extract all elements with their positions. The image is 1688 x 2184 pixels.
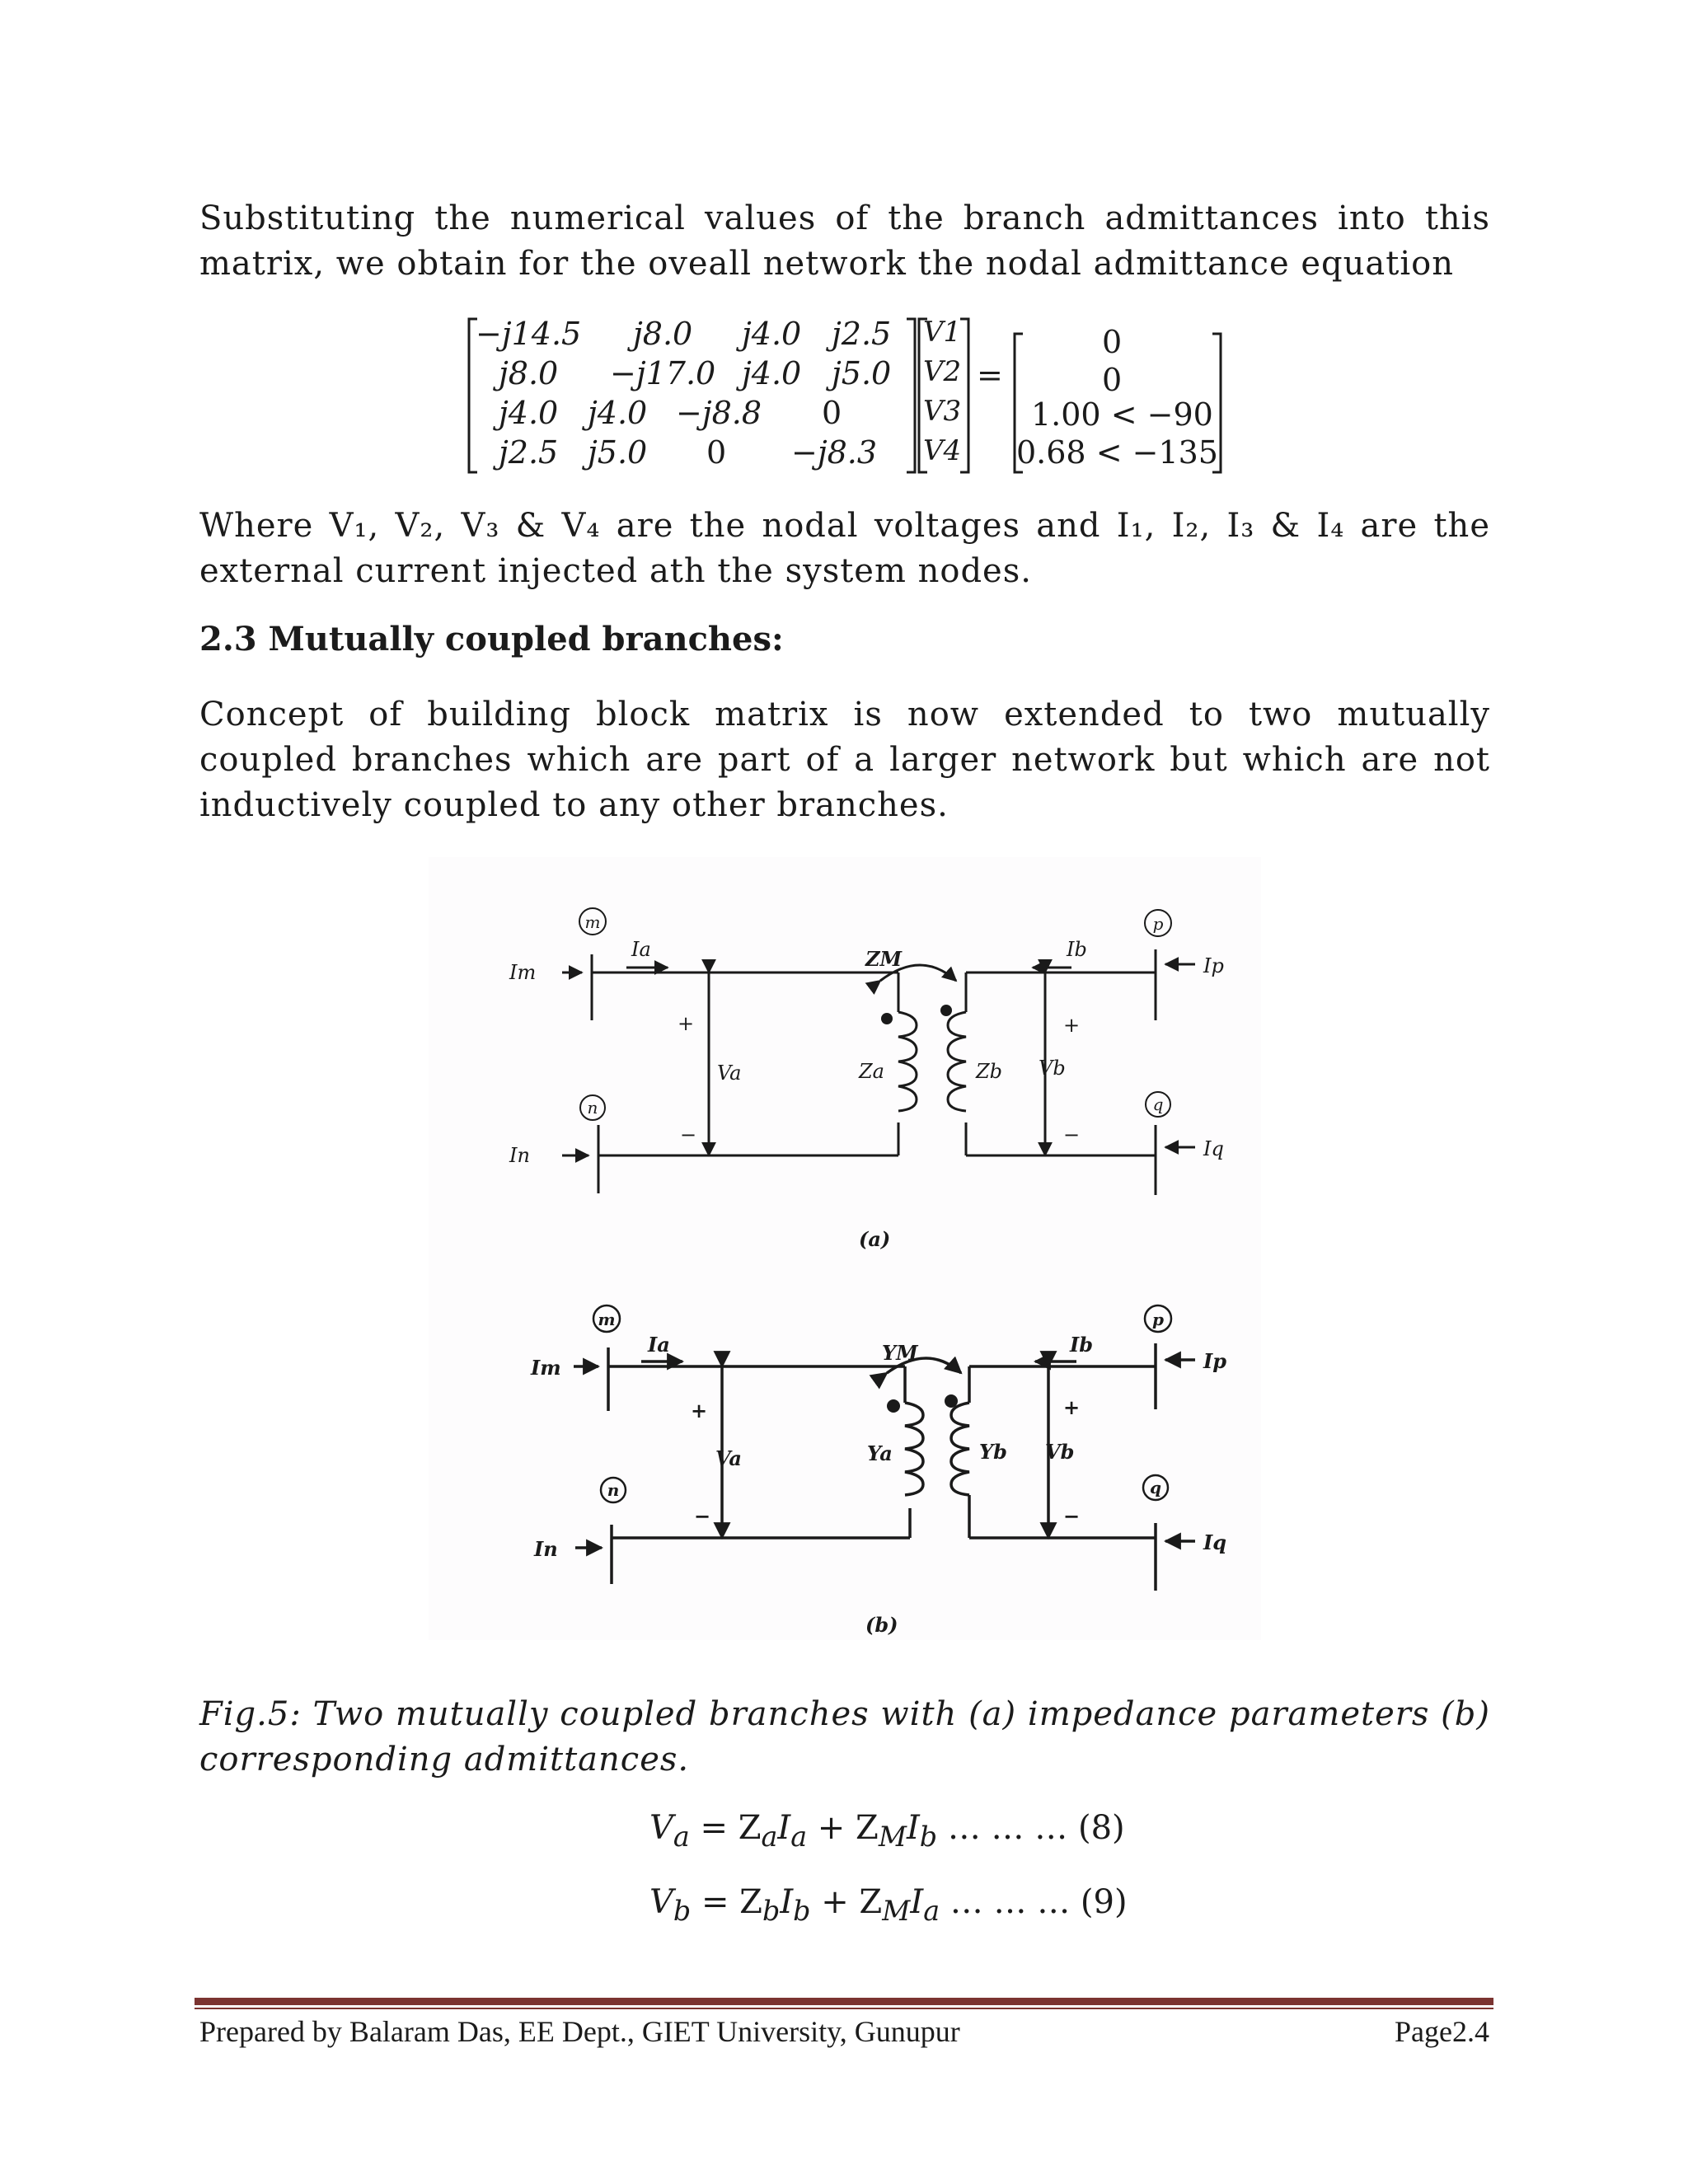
current-iq-label: Iq [1203, 1530, 1227, 1554]
matrix-cell: j4.0 [499, 395, 559, 431]
current-vector-entry: 1.00 < −90 [1031, 396, 1213, 433]
element-ya-label: Ya [867, 1441, 893, 1465]
current-im-label: Im [509, 961, 537, 984]
panel-b [574, 1343, 1195, 1591]
equals-sign: = [977, 357, 1003, 393]
voltage-vector-entry: V1 [923, 316, 962, 349]
matrix-cell: j2.5 [499, 434, 559, 471]
coupled-branches-figure [429, 857, 1261, 1640]
matrix-cell: j5.0 [832, 355, 892, 391]
voltage-vb-label: Vb [1039, 1057, 1066, 1080]
eq-term: I [777, 1809, 791, 1847]
eq-term: I [780, 1883, 794, 1921]
node-n-label: n [587, 1098, 598, 1118]
current-iq-label: Iq [1203, 1137, 1224, 1160]
element-zb-label: Zb [976, 1060, 1003, 1083]
element-za-label: Za [859, 1060, 884, 1083]
minus-sign: − [694, 1504, 711, 1528]
matrix-cell: j5.0 [588, 434, 648, 471]
eq-term: + Z [807, 1809, 879, 1847]
current-ia-label: Ia [631, 938, 651, 961]
eq-lhs: V [649, 1809, 673, 1847]
equation-9 [649, 1883, 1128, 1927]
node-q-label: q [1152, 1094, 1164, 1114]
current-im-label: Im [531, 1356, 561, 1380]
voltage-vector-entry: V3 [923, 395, 962, 428]
page-number: Page2.4 [1395, 2015, 1489, 2048]
footer-rule [195, 1998, 1493, 2005]
current-ia-label: Ia [648, 1333, 670, 1357]
eq-subscript: a [790, 1821, 808, 1853]
node-m-label: m [584, 912, 601, 932]
footer-rule-thin [195, 2008, 1493, 2009]
eq-dots: … … … [940, 1883, 1081, 1921]
matrix-cell: j2.5 [832, 316, 892, 352]
current-ip-label: Ip [1203, 1349, 1227, 1373]
current-in-label: In [509, 1144, 530, 1167]
eq-term: I [906, 1809, 920, 1847]
eq-subscript: b [762, 1895, 781, 1927]
eq-subscript: b [793, 1895, 811, 1927]
matrix-cell: j4.0 [588, 395, 648, 431]
circuit-diagram [429, 857, 1261, 1640]
minus-sign: − [1063, 1123, 1081, 1146]
eq-lhs: V [649, 1883, 673, 1921]
intro-paragraph: Substituting the numerical values of the branch admittances into this matrix, we obtain for the oveall network the nodal admittance equation [199, 199, 1490, 283]
node-m-label: m [598, 1310, 616, 1329]
eq-term: + Z [810, 1883, 883, 1921]
current-vector-entry: 0 [1102, 362, 1123, 398]
equation-8 [649, 1809, 1125, 1853]
eq-subscript: a [923, 1895, 940, 1927]
current-vector-entry: 0.68 < −135 [1016, 434, 1218, 471]
concept-paragraph: Concept of building block matrix is now extended to two mutually coupled branches which are part of a larger network but which are not inductively coupled to any other branches. [199, 696, 1490, 824]
nodal-admittance-equation [466, 316, 1232, 476]
element-yb-label: Yb [979, 1440, 1007, 1464]
matrix-cell: −j17.0 [610, 355, 716, 391]
eq-subscript: M [882, 1895, 911, 1927]
node-n-label: n [607, 1480, 620, 1500]
eq-term: = Z [700, 1809, 762, 1847]
eq-term: I [910, 1883, 924, 1921]
current-in-label: In [534, 1537, 558, 1561]
node-p-label: p [1152, 914, 1164, 934]
section-heading: 2.3 Mutually coupled branches: [199, 620, 784, 658]
node-p-label: p [1152, 1310, 1164, 1329]
minus-sign: − [680, 1123, 697, 1146]
mutual-zm-label: ZM [865, 947, 903, 971]
eq-subscript: b [919, 1821, 938, 1853]
plus-sign: + [1063, 1014, 1081, 1037]
figure-caption: Fig.5: Two mutually coupled branches with (a) impedance parameters (b) corresponding admittances. [199, 1695, 1490, 1779]
node-q-label: q [1150, 1478, 1161, 1497]
eq-dots: … … … [937, 1809, 1078, 1847]
matrix-cell: 0 [706, 434, 727, 471]
footer-author: Prepared by Balaram Das, EE Dept., GIET University, Gunupur [199, 2015, 960, 2048]
eq-term: = Z [701, 1883, 762, 1921]
panel-b-label: (b) [865, 1613, 898, 1637]
current-ip-label: Ip [1203, 954, 1224, 977]
current-ib-label: Ib [1067, 938, 1087, 961]
current-vector-entry: 0 [1102, 324, 1123, 360]
voltage-va-label: Va [717, 1062, 742, 1085]
plus-sign: + [691, 1399, 708, 1422]
eq-subscript: b [673, 1895, 692, 1927]
equation-number: (9) [1080, 1883, 1128, 1921]
matrix-cell: −j14.5 [476, 316, 582, 352]
minus-sign: − [1063, 1504, 1081, 1528]
plus-sign: + [678, 1012, 695, 1035]
voltage-va-label: Va [715, 1446, 742, 1470]
voltage-vb-label: Vb [1045, 1440, 1075, 1464]
eq-subscript: a [761, 1821, 778, 1853]
voltage-vector-entry: V2 [923, 355, 962, 388]
mutual-ym-label: YM [882, 1341, 918, 1365]
matrix-cell: j8.0 [499, 355, 559, 391]
voltage-vector-entry: V4 [923, 434, 962, 467]
matrix-cell: 0 [822, 395, 842, 431]
matrix-cell: −j8.3 [791, 434, 878, 471]
panel-a-label: (a) [859, 1227, 891, 1251]
equation-number: (8) [1077, 1809, 1125, 1847]
matrix-cell: j8.0 [633, 316, 693, 352]
matrix-cell: j4.0 [742, 316, 802, 352]
plus-sign: + [1063, 1395, 1081, 1419]
matrix-cell: −j8.8 [676, 395, 762, 431]
current-ib-label: Ib [1070, 1333, 1094, 1357]
eq-subscript: M [878, 1821, 907, 1853]
matrix-cell: j4.0 [742, 355, 802, 391]
eq-subscript: a [673, 1821, 690, 1853]
where-paragraph: Where V₁, V₂, V₃ & V₄ are the nodal voltages and I₁, I₂, I₃ & I₄ are the external current injected ath the system nodes. [199, 507, 1490, 590]
